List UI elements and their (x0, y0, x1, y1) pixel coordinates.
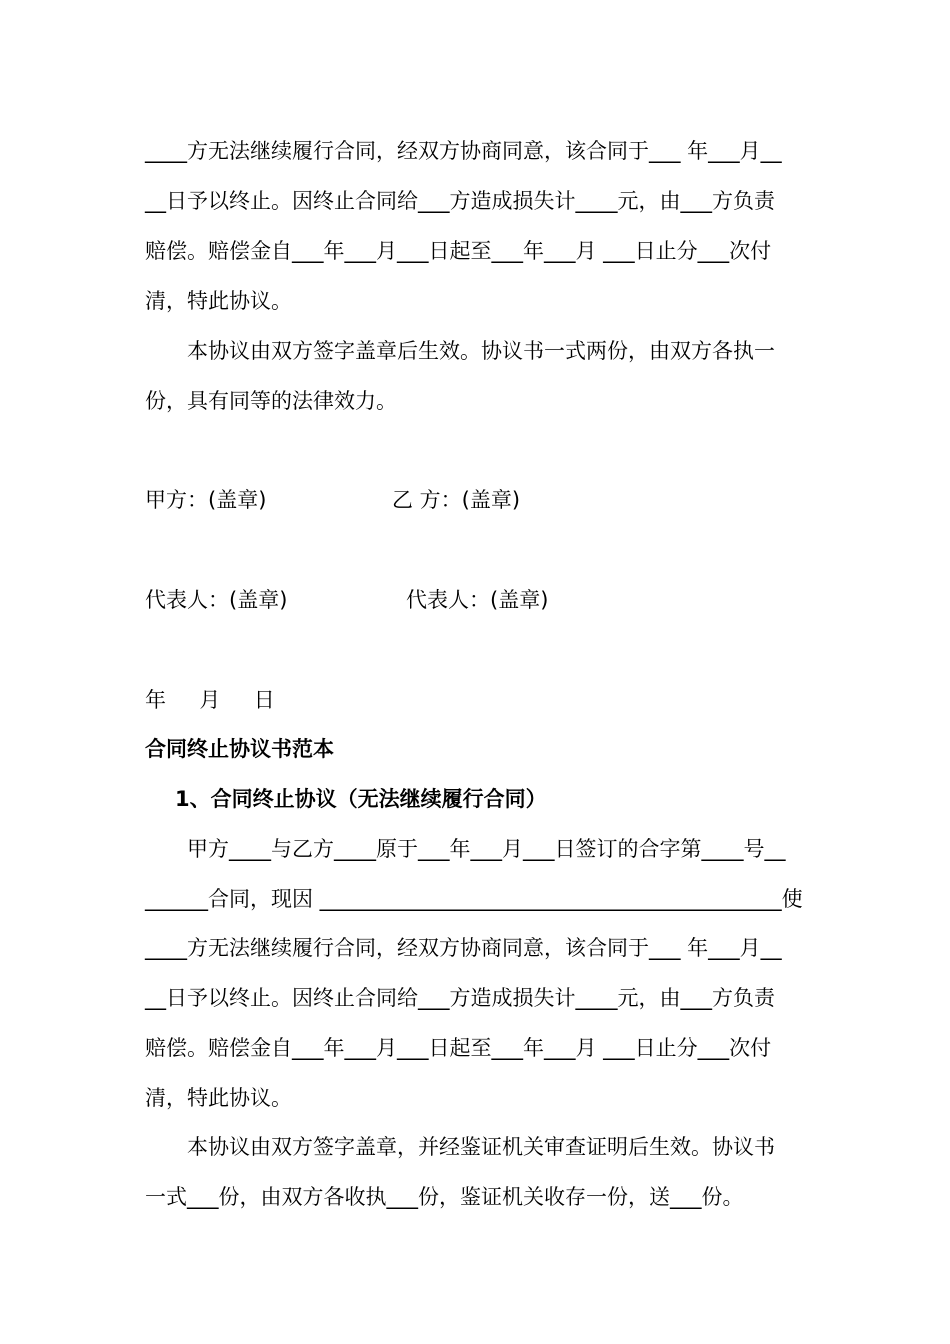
party-b-representative: 代表人：(盖章) (406, 588, 549, 612)
party-b-seal: 乙 方：(盖章) (392, 488, 521, 512)
paragraph-line: 赔偿。赔偿金自___年___月___日起至___年___月 ___日止分___次付 (145, 1036, 772, 1060)
paragraph-line: 清，特此协议。 (145, 1086, 292, 1110)
paragraph-line: 清，特此协议。 (145, 289, 292, 313)
party-a-representative: 代表人：(盖章) (145, 588, 288, 612)
subsection-title: 1、合同终止协议（无法继续履行合同） (175, 787, 547, 811)
paragraph-line: 本协议由双方签字盖章后生效。协议书一式两份，由双方各执一 (187, 339, 775, 363)
paragraph-line: 本协议由双方签字盖章，并经鉴证机关审查证明后生效。协议书 (187, 1135, 775, 1159)
paragraph-line: __日予以终止。因终止合同给___方造成损失计____元，由___方负责 (145, 189, 775, 213)
paragraph-line: 赔偿。赔偿金自___年___月___日起至___年___月 ___日止分___次付 (145, 239, 772, 263)
paragraph-line: ____方无法继续履行合同，经双方协商同意，该合同于___ 年___月__ (145, 139, 782, 163)
date-line: 年 月 日 (145, 688, 275, 712)
paragraph-line: ______合同，现因 ____________________________________________使 (145, 887, 803, 911)
paragraph-line: 份，具有同等的法律效力。 (145, 389, 397, 413)
paragraph-line: __日予以终止。因终止合同给___方造成损失计____元，由___方负责 (145, 986, 775, 1010)
paragraph-line: 甲方____与乙方____原于___年___月___日签订的合字第____号__ (187, 837, 786, 861)
party-a-seal: 甲方：(盖章) (145, 488, 267, 512)
section-title: 合同终止协议书范本 (145, 737, 334, 761)
paragraph-line: ____方无法继续履行合同，经双方协商同意，该合同于___ 年___月__ (145, 936, 782, 960)
paragraph-line: 一式___份，由双方各收执___份，鉴证机关收存一份，送___份。 (145, 1185, 744, 1209)
